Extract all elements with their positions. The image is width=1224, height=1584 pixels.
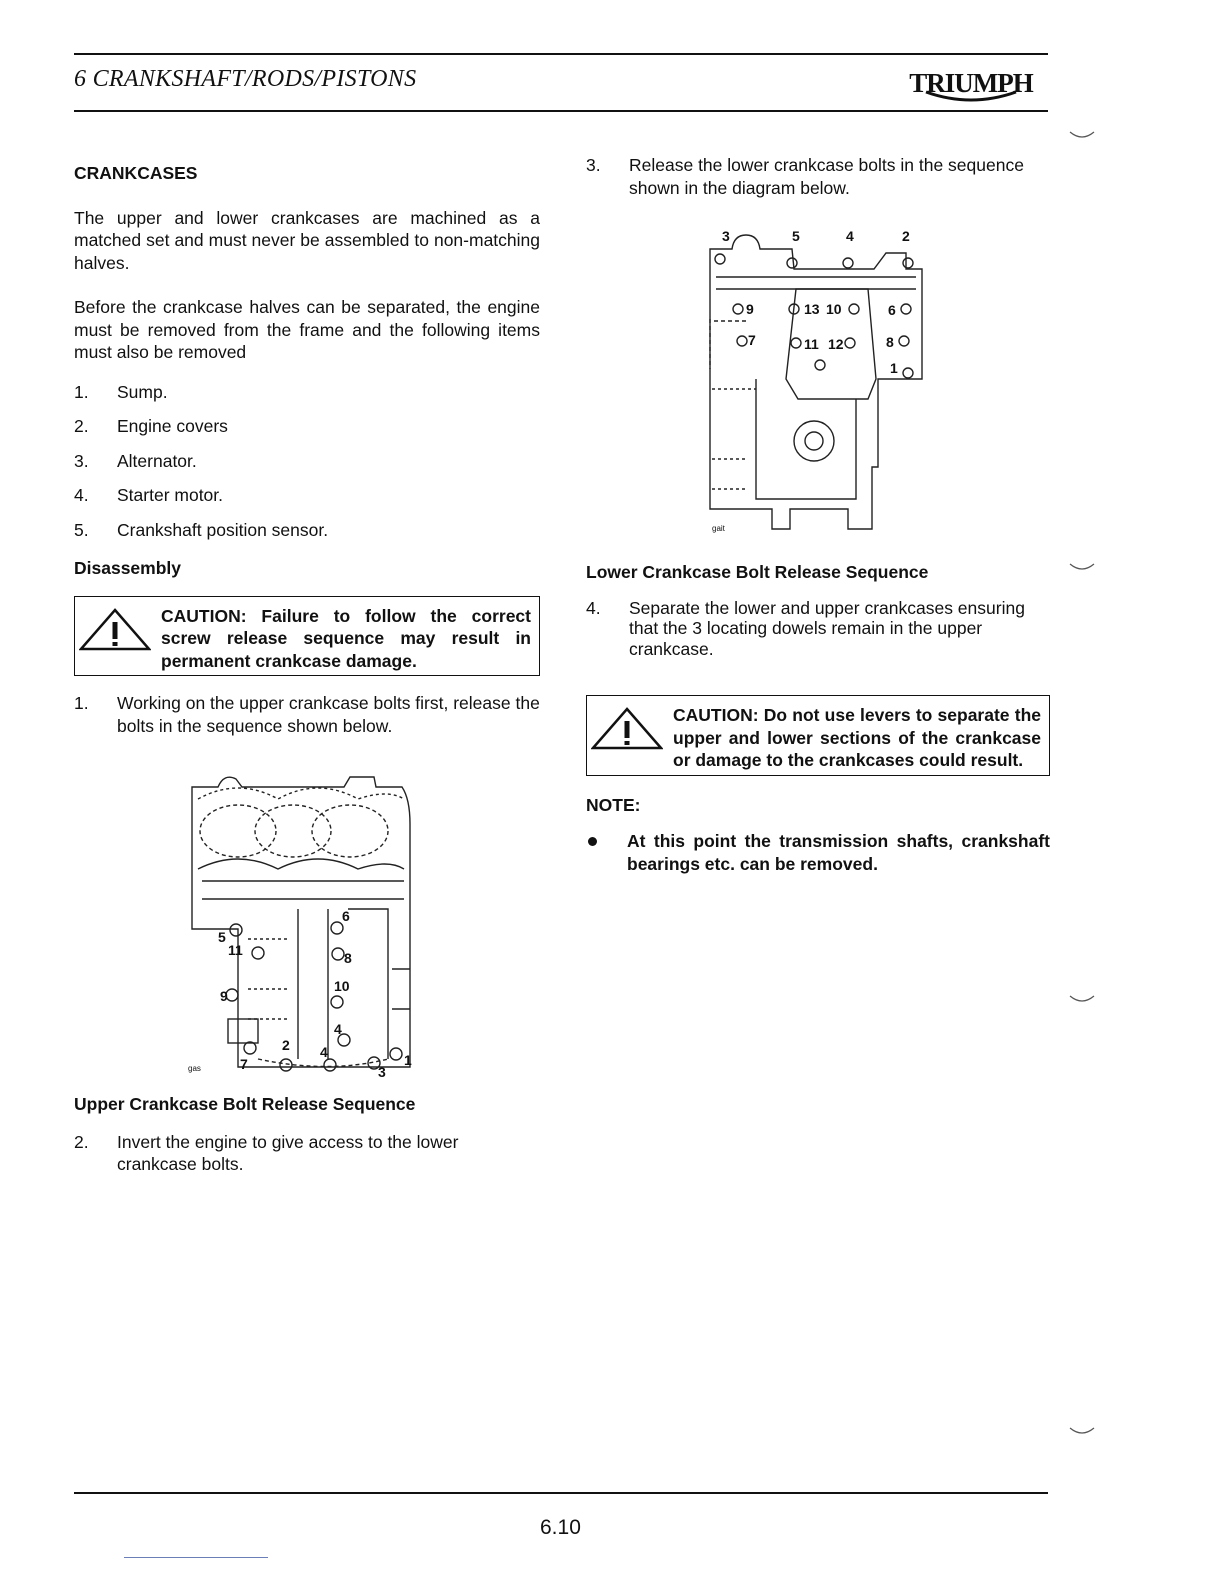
- caution-box-levers: [586, 695, 1050, 776]
- figure-code: gas: [188, 1064, 201, 1073]
- step-2: [74, 1131, 540, 1176]
- header-top-rule: [74, 53, 1048, 55]
- note-label: NOTE:: [586, 794, 641, 815]
- margin-curl-mark: [1068, 992, 1096, 1006]
- bolt-label: 4: [334, 1021, 342, 1037]
- step-3: [586, 154, 1050, 199]
- caution-text: CAUTION: Do not use levers to separate the upper and lower sections of the crankcase or damage to the crankcases could result.: [673, 705, 1041, 770]
- bolt-label: 9: [746, 301, 754, 317]
- list-item: 3. Alternator.: [74, 450, 197, 471]
- intro-paragraph-2: Before the crankcase halves can be separated, the engine must be removed from the frame and the following items must also be removed: [74, 297, 540, 362]
- bolt-label: 1: [404, 1052, 412, 1068]
- bolt-label: 8: [886, 334, 894, 350]
- list-item: 2. Invert the engine to give access to the lower crankcase bolts.: [74, 1131, 459, 1174]
- list-item: 1. Working on the upper crankcase bolts first, release the bolts in the sequence shown below.: [74, 693, 540, 736]
- triumph-logo: [896, 62, 1046, 104]
- bolt-label: 10: [334, 978, 350, 994]
- figure-code: gait: [712, 524, 725, 533]
- upper-crankcase-diagram: [178, 769, 538, 1079]
- bolt-label: 9: [220, 988, 228, 1004]
- bolt-label: 5: [218, 929, 226, 945]
- list-item: 5. Crankshaft position sensor.: [74, 519, 329, 540]
- page-number: 6.10: [540, 1516, 581, 1539]
- bullet-icon: [588, 837, 597, 846]
- warning-triangle-icon: [79, 607, 151, 651]
- margin-curl-mark: [1068, 1424, 1096, 1438]
- footer-link-underline: [124, 1557, 268, 1558]
- bolt-label: 12: [828, 336, 844, 352]
- section-title: CRANKCASES: [74, 163, 198, 183]
- bolt-label: 13: [804, 301, 820, 317]
- bolt-label: 4: [320, 1044, 328, 1060]
- bolt-label: 7: [240, 1056, 248, 1072]
- caution-text: CAUTION: Failure to follow the correct screw release sequence may result in permanent crankcase damage.: [161, 605, 531, 671]
- step-1: [74, 692, 540, 737]
- note-bullet: At this point the transmission shafts, crankshaft bearings etc. can be removed.: [586, 830, 1050, 875]
- bolt-label: 6: [342, 908, 350, 924]
- lower-diagram-caption: Lower Crankcase Bolt Release Sequence: [586, 562, 929, 582]
- bolt-label: 7: [748, 332, 756, 348]
- chapter-title: 6 CRANKSHAFT/RODS/PISTONS: [74, 66, 417, 92]
- bolt-label: 5: [792, 229, 800, 244]
- caution-box-screw-sequence: [74, 596, 540, 677]
- warning-triangle-icon: [591, 706, 663, 750]
- header-bottom-rule: [74, 110, 1048, 112]
- removal-list: [74, 381, 540, 542]
- bolt-label: 11: [804, 336, 819, 352]
- bolt-label: 2: [282, 1037, 290, 1053]
- lower-crankcase-diagram: [586, 229, 946, 549]
- right-column: [586, 154, 1050, 875]
- brand-logo-text: TRIUMPH: [909, 68, 1033, 98]
- intro-paragraph-1: The upper and lower crankcases are machined as a matched set and must never be assembled to non-matching halves.: [74, 207, 540, 273]
- bolt-label: 8: [344, 950, 352, 966]
- bolt-label: 11: [228, 942, 243, 958]
- bolt-label: 3: [378, 1064, 386, 1079]
- bolt-label: 1: [890, 360, 898, 376]
- margin-curl-mark: [1068, 128, 1096, 142]
- disassembly-heading: Disassembly: [74, 558, 182, 578]
- list-item: 3. Release the lower crankcase bolts in the sequence shown in the diagram below.: [586, 155, 1024, 198]
- list-item: 4. Starter motor.: [74, 485, 224, 505]
- bolt-label: 6: [888, 302, 896, 318]
- margin-curl-mark: [1068, 560, 1096, 574]
- step-4: [586, 598, 1050, 660]
- bolt-label: 4: [846, 229, 854, 244]
- footer-rule: [74, 1492, 1048, 1494]
- upper-diagram-caption: Upper Crankcase Bolt Release Sequence: [74, 1094, 416, 1114]
- list-item: 4. Separate the lower and upper crankcases ensuring that the 3 locating dowels remain in the upper crankcase.: [586, 597, 1025, 659]
- list-item: 1. Sump.: [74, 381, 168, 402]
- left-column: [74, 162, 540, 1176]
- bolt-label: 3: [722, 229, 730, 244]
- bolt-label: 2: [902, 229, 910, 244]
- list-item: 2. Engine covers: [74, 416, 228, 436]
- bolt-label: 10: [826, 301, 842, 317]
